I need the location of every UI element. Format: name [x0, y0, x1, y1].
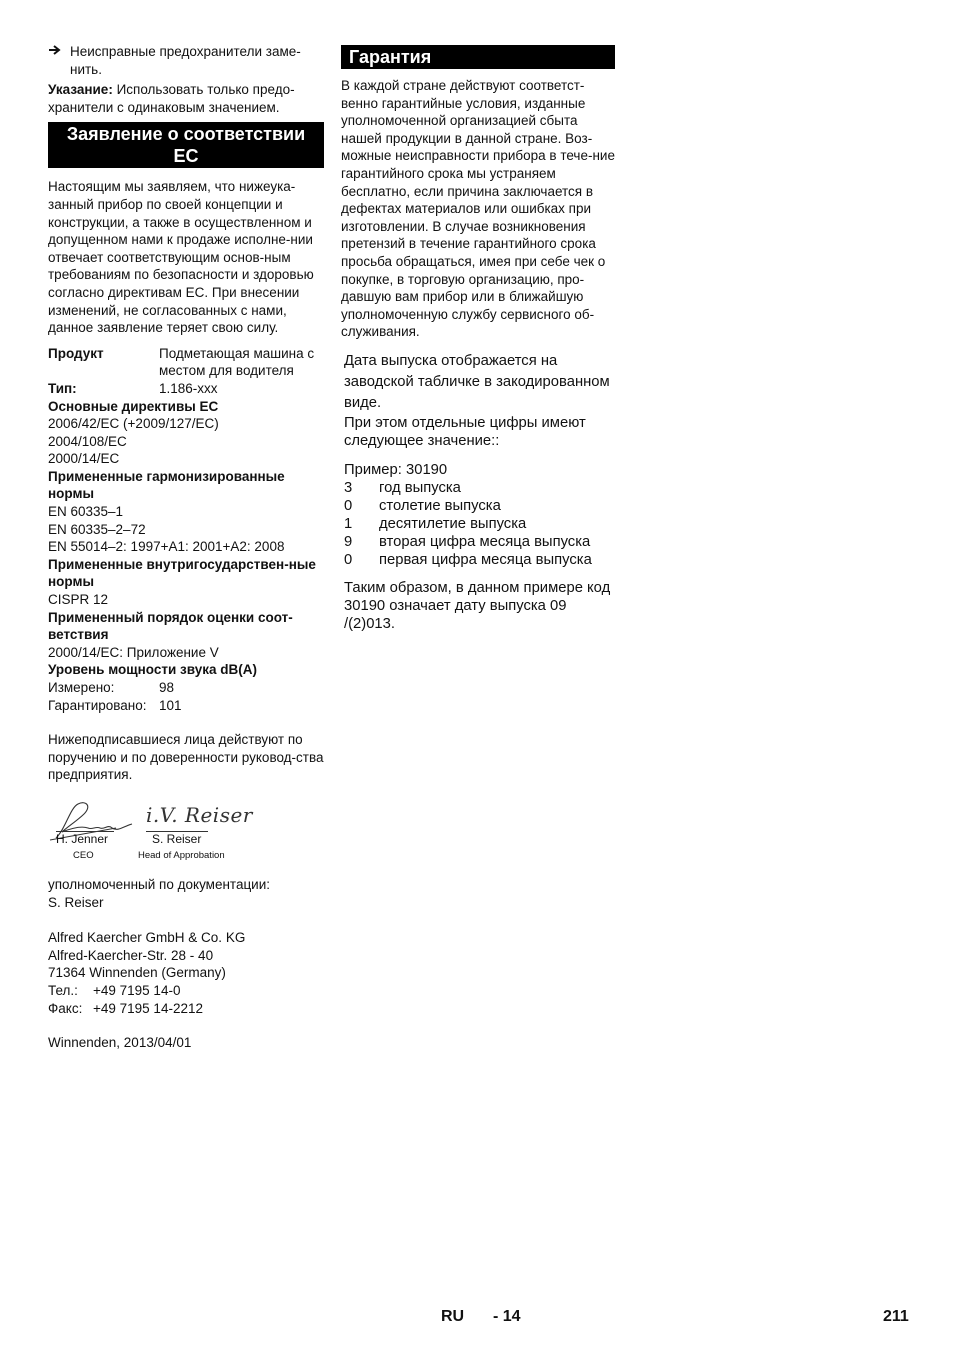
- type-label: Тип:: [48, 380, 77, 396]
- left-column: [48, 43, 324, 1052]
- right-column: [341, 45, 615, 633]
- fax-value: +49 7195 14-2212: [93, 1000, 203, 1016]
- harmonized-label: Примененные гармонизированные нормы: [48, 468, 285, 502]
- digit-meaning: десятилетие выпуска: [379, 515, 527, 532]
- fuse-instruction: [48, 43, 324, 78]
- digit-row: [344, 497, 615, 515]
- warranty-text: В каждой стране действуют соответст-венно гарантийные условия, изданные уполномоченной организацией сбыта нашей продукции в данной стране. Воз-можные неисправности прибора в тече-ние гарантийного срока мы устраняем бесплатно, если причина заключается в дефектах материалов или ошибках при изготовлении. В случае возникновения претензий в течение гарантийного срока просьба обращаться, имея при себе чек о покупке, в торговую организацию, про-давшую вам прибор или в ближайшую уполномоченную службу сервисного об-служивания.: [341, 78, 615, 340]
- measured-label: Измерено:: [48, 680, 115, 695]
- procedure-label: Примененный порядок оценки соот-ветствия: [48, 609, 293, 643]
- place-date: Winnenden, 2013/04/01: [48, 1035, 192, 1051]
- digit-row: [344, 479, 615, 497]
- signatory-name: H. Jenner: [56, 831, 109, 846]
- national-item: CISPR 12: [48, 592, 109, 608]
- sound-label: Уровень мощности звука dB(A): [48, 662, 257, 678]
- digit-meaning: вторая цифра месяца выпуска: [379, 533, 591, 550]
- tel-row: [48, 982, 324, 1000]
- digit: 3: [344, 479, 353, 496]
- measured-row: [48, 679, 324, 697]
- doc-authorized-label: уполномоченный по документации:: [48, 876, 271, 892]
- signatories-statement: Нижеподписавшиеся лица действуют по поручению и по доверенности руковод-ства предприятия.: [48, 732, 324, 783]
- directive-item: 2000/14/EC: [48, 451, 120, 467]
- guaranteed-row: [48, 697, 324, 715]
- company-street: Alfred-Kaercher-Str. 28 - 40: [48, 947, 214, 963]
- type-row: [48, 380, 324, 398]
- digits-meaning: При этом отдельные цифры имеют следующее значение::: [344, 414, 586, 449]
- section-title-ec-declaration: Заявление о соответствии ЕС: [48, 122, 324, 168]
- product-value: Подметающая машина с местом для водителя: [159, 345, 315, 379]
- directives-label: Основные директивы ЕС: [48, 398, 219, 414]
- guaranteed-value: 101: [159, 697, 182, 713]
- harmonized-item: EN 55014–2: 1997+A1: 2001+A2: 2008: [48, 539, 285, 555]
- section-title-warranty: Гарантия: [341, 45, 615, 69]
- digit-meaning: год выпуска: [379, 479, 461, 496]
- digit-meaning: первая цифра месяца выпуска: [379, 551, 592, 568]
- note-text: Использовать только предо-хранители с одинаковым значением.: [48, 82, 295, 115]
- product-row: [48, 345, 324, 380]
- type-value: 1.186-xxx: [159, 380, 218, 396]
- note: [48, 81, 324, 116]
- footer-language: RU: [441, 1308, 465, 1325]
- harmonized-item: EN 60335–1: [48, 504, 124, 520]
- tel-label: Тел.:: [48, 982, 78, 998]
- footer-page-number: 211: [883, 1308, 909, 1325]
- measured-value: 98: [159, 680, 175, 695]
- directive-item: 2004/108/EC: [48, 433, 127, 449]
- harmonized-item: EN 60335–2–72: [48, 521, 146, 537]
- directive-item: 2006/42/EC (+2009/127/EC): [48, 416, 219, 432]
- product-label: Продукт: [48, 345, 104, 361]
- fuse-instruction-text: Неисправные предохранители заме-нить.: [70, 44, 301, 77]
- company-city: 71364 Winnenden (Germany): [48, 965, 226, 981]
- conclusion: Таким образом, в данном примере код 30190 означает дату выпуска 09 /(2)013.: [344, 579, 611, 632]
- tel-value: +49 7195 14-0: [93, 982, 181, 998]
- declaration-intro: Настоящим мы заявляем, что нижеука-занный прибор по своей концепции и конструкции, а также в осуществленном и допущенном нами к продаже исполне-нии отвечает соответствующим основ-ным требованиям по безопасности и здоровью согласно директивам ЕС. При внесении изменений, не согласованных с нами, данное заявление теряет свою силу.: [48, 179, 314, 336]
- example-code: Пример: 30190: [344, 461, 448, 478]
- digit: 9: [344, 533, 353, 550]
- digit-row: [344, 515, 615, 533]
- digit-row: [344, 551, 615, 569]
- digit-row: [344, 533, 615, 551]
- footer-local-page: - 14: [493, 1308, 521, 1325]
- signature-reiser: i.V. Reiser: [146, 802, 253, 827]
- fax-label: Факс:: [48, 1000, 83, 1016]
- guaranteed-label: Гарантировано:: [48, 697, 147, 713]
- signatory-role: CEO: [73, 849, 94, 861]
- note-label: Указание:: [48, 82, 113, 98]
- digit: 1: [344, 515, 353, 532]
- national-label: Примененные внутригосударствен-ные нормы: [48, 556, 316, 590]
- signatures: [48, 798, 324, 870]
- signatory-name: S. Reiser: [152, 831, 202, 846]
- doc-authorized-name: S. Reiser: [48, 894, 104, 910]
- date-description: Дата выпуска отображается на заводской табличке в закодированном виде.: [344, 352, 610, 411]
- signatory-role: Head of Approbation: [138, 849, 225, 861]
- procedure-item: 2000/14/EC: Приложение V: [48, 644, 219, 660]
- arrow-right-icon: [48, 43, 70, 78]
- digit: 0: [344, 497, 353, 514]
- digit: 0: [344, 551, 353, 568]
- digit-meaning: столетие выпуска: [379, 497, 501, 514]
- fax-row: [48, 1000, 324, 1018]
- company-name: Alfred Kaercher GmbH & Co. KG: [48, 930, 246, 946]
